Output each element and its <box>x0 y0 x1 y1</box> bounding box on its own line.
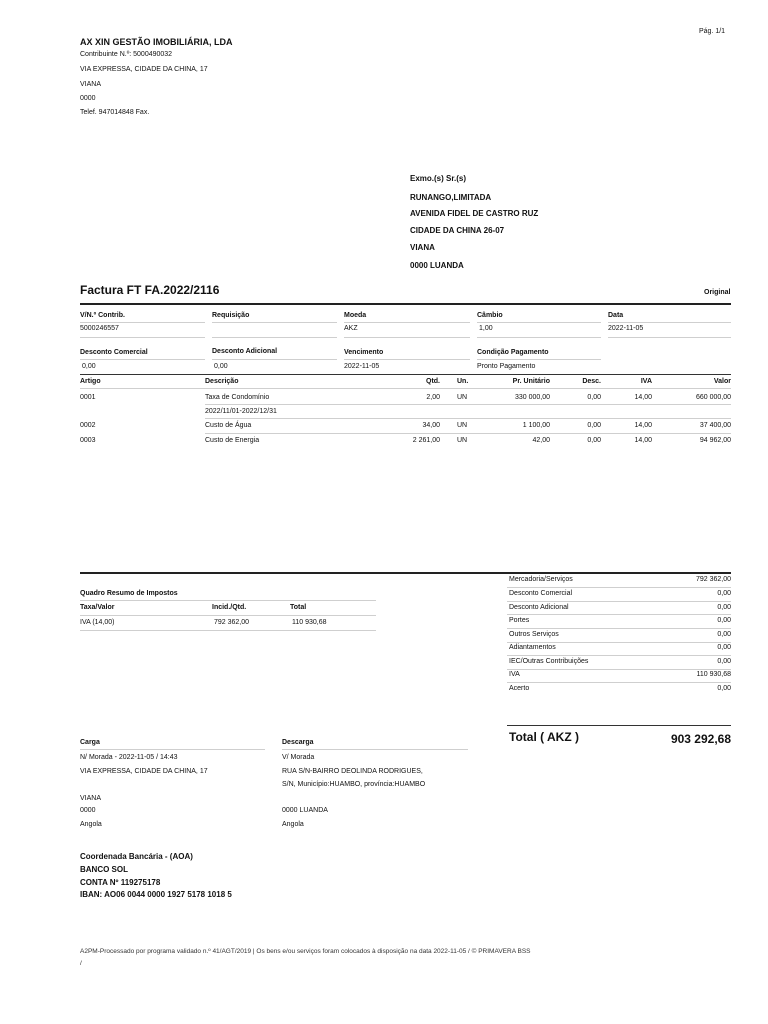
label-requisicao: Requisição <box>212 312 250 319</box>
col-artigo: Artigo <box>80 378 101 385</box>
row-artigo: 0002 <box>80 422 96 429</box>
col-preco: Pr. Unitário <box>512 378 550 385</box>
tax-row-total: 110 930,68 <box>292 619 327 626</box>
descarga-line: 0000 LUANDA <box>282 807 328 814</box>
row-qtd: 2,00 <box>426 394 440 401</box>
value-desconto-adicional: 0,00 <box>214 363 228 370</box>
client-address2: CIDADE DA CHINA 26-07 <box>410 226 505 235</box>
value-contrib: 5000246557 <box>80 325 119 332</box>
total-value: 0,00 <box>717 644 731 651</box>
carga-line: 0000 <box>80 807 96 814</box>
col-iva: IVA <box>640 378 652 385</box>
company-contact: Telef. 947014848 Fax. <box>80 109 150 116</box>
col-qtd: Qtd. <box>426 378 440 385</box>
label-moeda: Moeda <box>344 312 367 319</box>
total-label: Outros Serviços <box>509 631 559 638</box>
row-qtd: 2 261,00 <box>412 437 440 444</box>
row-desc: 0,00 <box>587 394 601 401</box>
label-condicao: Condição Pagamento <box>477 349 549 356</box>
total-label: Acerto <box>509 685 530 692</box>
total-label: Mercadoria/Serviços <box>509 576 573 583</box>
row-un: UN <box>457 394 468 401</box>
carga-line: Angola <box>80 821 102 828</box>
row-descricao: 2022/11/01-2022/12/31 <box>205 408 277 415</box>
row-desc: 0,00 <box>587 422 601 429</box>
label-desconto-adicional: Desconto Adicional <box>212 348 278 355</box>
carga-line: VIANA <box>80 795 102 802</box>
title-divider <box>80 303 731 305</box>
row-valor: 37 400,00 <box>699 422 731 429</box>
descarga-line: S/N, Município:HUAMBO, província:HUAMBO <box>282 781 426 788</box>
bank-title: Coordenada Bancária - (AOA) <box>80 852 193 861</box>
page-number: Pág. 1/1 <box>699 28 726 35</box>
row-preco: 1 100,00 <box>522 422 550 429</box>
client-address1: AVENIDA FIDEL DE CASTRO RUZ <box>410 209 539 218</box>
row-iva: 14,00 <box>634 422 652 429</box>
carga-title: Carga <box>80 739 100 746</box>
value-cambio: 1,00 <box>479 325 493 332</box>
row-preco: 330 000,00 <box>514 394 550 401</box>
total-value: 0,00 <box>717 590 731 597</box>
total-value: 110 930,68 <box>696 671 731 678</box>
total-value: 0,00 <box>717 685 731 692</box>
value-vencimento: 2022-11-05 <box>344 363 380 370</box>
label-desconto-comercial: Desconto Comercial <box>80 349 148 356</box>
descarga-title: Descarga <box>282 739 314 746</box>
total-label: Portes <box>509 617 530 624</box>
total-label: Adiantamentos <box>509 644 556 651</box>
tax-row-incid: 792 362,00 <box>214 619 250 626</box>
col-valor: Valor <box>713 378 731 385</box>
col-un: Un. <box>457 378 469 385</box>
row-valor: 660 000,00 <box>695 394 731 401</box>
value-data: 2022-11-05 <box>608 325 644 332</box>
row-un: UN <box>457 437 468 444</box>
value-desconto-comercial: 0,00 <box>82 363 96 370</box>
row-descricao: Custo de Energia <box>205 437 260 444</box>
company-postal: 0000 <box>80 95 96 102</box>
label-contrib: V/N.º Contrib. <box>80 312 125 319</box>
summary-divider <box>80 572 731 574</box>
carga-line: N/ Morada - 2022-11-05 / 14:43 <box>80 754 178 761</box>
label-vencimento: Vencimento <box>344 349 384 356</box>
company-address: VIA EXPRESSA, CIDADE DA CHINA, 17 <box>80 66 208 73</box>
total-label: Desconto Comercial <box>509 590 573 597</box>
total-value: 0,00 <box>717 617 731 624</box>
row-artigo: 0001 <box>80 394 96 401</box>
col-desc: Desc. <box>582 378 601 385</box>
client-name: RUNANGO,LIMITADA <box>410 193 492 202</box>
label-cambio: Câmbio <box>477 312 503 319</box>
row-descricao: Taxa de Condomínio <box>205 394 270 401</box>
tax-col-taxa: Taxa/Valor <box>80 604 115 611</box>
company-nif: Contribuinte N.º: 5000490032 <box>80 51 173 58</box>
invoice-title: Factura FT FA.2022/2116 <box>80 283 220 297</box>
tax-col-incid: Incid./Qtd. <box>212 604 247 611</box>
client-greeting: Exmo.(s) Sr.(s) <box>410 174 467 183</box>
row-valor: 94 962,00 <box>699 437 731 444</box>
row-iva: 14,00 <box>634 437 652 444</box>
invoice-copy: Original <box>704 289 731 296</box>
row-qtd: 34,00 <box>422 422 440 429</box>
total-label: IEC/Outras Contribuições <box>509 658 589 665</box>
total-label: Desconto Adicional <box>509 604 569 611</box>
tax-col-total: Total <box>290 604 307 611</box>
bank-account: CONTA Nº 119275178 <box>80 878 161 887</box>
row-preco: 42,00 <box>532 437 550 444</box>
row-descricao: Custo de Água <box>205 422 252 429</box>
descarga-line: RUA S/N-BAIRRO DEOLINDA RODRIGUES, <box>282 768 423 775</box>
label-data: Data <box>608 312 624 319</box>
row-desc: 0,00 <box>587 437 601 444</box>
grand-total-value: 903 292,68 <box>670 732 731 746</box>
total-value: 0,00 <box>717 658 731 665</box>
tax-summary-title: Quadro Resumo de Impostos <box>80 590 178 597</box>
total-value: 792 362,00 <box>695 576 731 583</box>
bank-name: BANCO SOL <box>80 865 128 874</box>
company-name: AX XIN GESTÃO IMOBILIÁRIA, LDA <box>80 37 233 47</box>
footer-note: A2PM-Processado por programa validado n.º 41/AGT/2019 | Os bens e/ou serviços foram colocados à disposição na data 2022-11-05 / © PRIMAVERA BSS <box>80 948 531 955</box>
total-value: 0,00 <box>717 604 731 611</box>
row-un: UN <box>457 422 468 429</box>
total-value: 0,00 <box>717 631 731 638</box>
bank-iban: IBAN: AO06 0044 0000 1927 5178 1018 5 <box>80 890 232 899</box>
client-postal: 0000 LUANDA <box>410 261 464 270</box>
col-descricao: Descrição <box>205 378 239 385</box>
descarga-line: V/ Morada <box>282 754 315 761</box>
value-moeda: AKZ <box>344 325 358 332</box>
footer-slash: / <box>80 960 82 967</box>
company-city: VIANA <box>80 81 102 88</box>
row-artigo: 0003 <box>80 437 96 444</box>
client-city: VIANA <box>410 243 435 252</box>
descarga-line: Angola <box>282 821 304 828</box>
total-label: IVA <box>509 671 520 678</box>
tax-row-taxa: IVA (14,00) <box>80 619 115 626</box>
value-condicao: Pronto Pagamento <box>477 363 536 370</box>
row-iva: 14,00 <box>634 394 652 401</box>
carga-line: VIA EXPRESSA, CIDADE DA CHINA, 17 <box>80 768 208 775</box>
grand-total-label: Total ( AKZ ) <box>509 730 579 744</box>
